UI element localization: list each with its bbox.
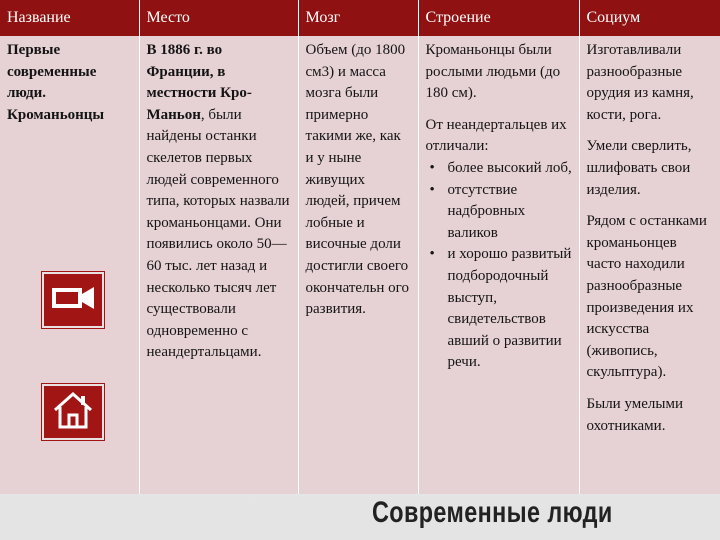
header-brain: Мозг — [298, 0, 418, 36]
place-bold-text: В 1886 г. во Франции, в местности Кро-Маньон — [146, 42, 252, 123]
species-name: Первые современные люди. Кроманьонцы — [7, 42, 105, 123]
video-button[interactable] — [42, 272, 104, 328]
society-text-3: Рядом с останками кроманьонцев часто находили разнообразные произведения их искусства (живопись, скульптура). — [586, 213, 707, 381]
list-item: • отсутствие надбровных валиков — [448, 180, 573, 245]
video-camera-icon — [51, 284, 95, 317]
header-name: Название — [0, 0, 139, 36]
table-row — [0, 36, 720, 494]
list-item: • более высокий лоб, — [448, 158, 573, 180]
cell-brain — [298, 36, 418, 494]
structure-diff-lead: От неандертальцев их отличали: — [425, 116, 567, 155]
place-text: , были найдены останки скелетов первых людей современного типа, которых назвали кроманьонцами. Они появились около 50—60 тыс. лет назад и несколько тысяч лет существовали одновременно с неандертальцами. — [146, 106, 290, 361]
list-item: • и хорошо развитый подбородочный выступ, свидетельствов авший о развитии речи. — [448, 244, 573, 374]
traits-list — [426, 158, 573, 374]
header-society: Социум — [579, 0, 720, 36]
home-icon — [52, 390, 94, 435]
slide-title: Современные люди — [372, 496, 613, 529]
table-header-row — [0, 0, 720, 36]
cell-society — [579, 36, 720, 494]
home-button[interactable] — [42, 384, 104, 440]
cell-structure — [418, 36, 579, 494]
society-text-4: Были умелыми охотниками. — [586, 395, 683, 434]
brain-text: Объем (до 1800 см3) и масса мозга были примерно такими же, как и у ныне живущих людей, причем лобные и височные доли достигли своего окончательн ого развития. — [305, 42, 409, 318]
society-text-2: Умели сверлить, шлифовать свои изделия. — [586, 138, 692, 198]
society-text-1: Изготавливали разнообразные орудия из камня, кости, рога. — [586, 42, 694, 123]
structure-intro: Кроманьонцы были рослыми людьми (до 180 см). — [425, 42, 561, 102]
header-structure: Строение — [418, 0, 579, 36]
cell-place — [139, 36, 298, 494]
header-place: Место — [139, 0, 298, 36]
